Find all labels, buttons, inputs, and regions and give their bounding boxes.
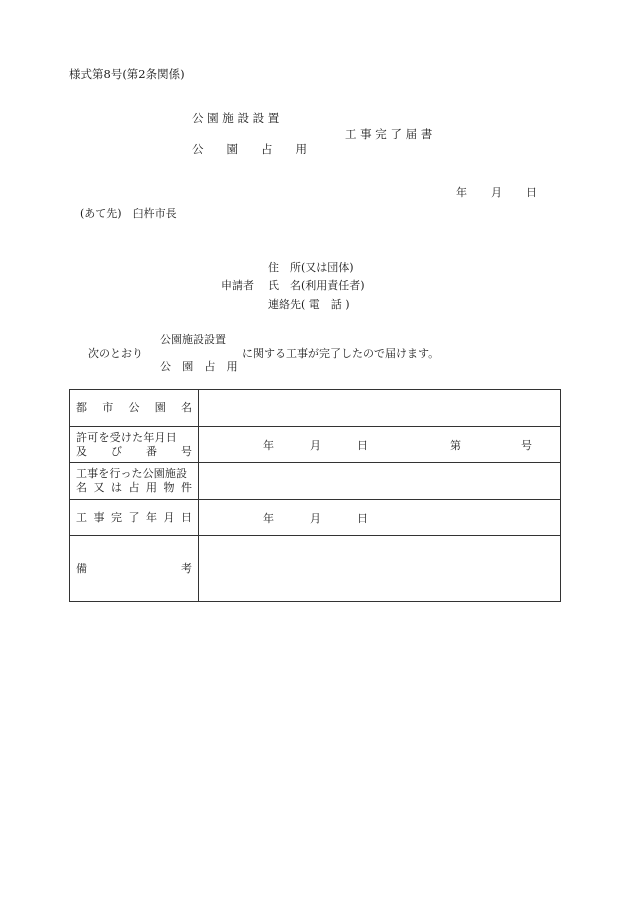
label-char: 工: [76, 510, 87, 524]
title-option-occupancy: 公 園 占 用: [192, 142, 307, 156]
label-char: 名: [181, 401, 192, 414]
addressee: (あて先) 臼杵市長: [80, 207, 177, 220]
label-char: 物: [163, 481, 175, 494]
label-char: 完: [111, 510, 122, 524]
label-char: 日: [181, 510, 192, 524]
applicant-address-label: 住 所(又は団体): [268, 261, 354, 274]
table-row-facility: [70, 463, 561, 500]
label-char: 備: [76, 561, 87, 575]
remarks-label: [70, 536, 199, 602]
permit-label-line1: 許可を受けた年月日: [76, 430, 177, 444]
facility-label: [70, 463, 199, 500]
label-char: 占: [128, 481, 140, 494]
label-char: 又: [93, 481, 105, 494]
table-row-park-name: [70, 390, 561, 427]
label-char: 号: [181, 444, 192, 458]
applicant-contact-label: 連絡先( 電 話 ): [268, 298, 350, 311]
park-name-label: [70, 390, 199, 427]
label-char: 考: [181, 561, 192, 575]
completion-year: 年: [263, 511, 274, 525]
label-char: 件: [181, 481, 192, 494]
label-char: 月: [163, 510, 175, 524]
label-char: 市: [102, 401, 114, 414]
statement-option-occupancy: 公 園 占 用: [160, 360, 242, 373]
permit-label: [70, 427, 199, 463]
facility-label-line1: 工事を行った公園施設: [76, 467, 188, 480]
statement-option-facility: 公園施設設置: [160, 333, 226, 346]
applicant-label: 申請者: [221, 279, 254, 292]
permit-number-prefix: 第: [450, 438, 461, 452]
table-row-completion: [70, 500, 561, 536]
statement-suffix: に関する工事が完了したので届けます。: [242, 347, 440, 360]
permit-day: 日: [357, 438, 368, 452]
date-day: 日: [526, 186, 537, 199]
label-char: 名: [76, 481, 87, 494]
table-row-permit: [70, 427, 561, 463]
table-row-remarks: [70, 536, 561, 602]
label-char: 番: [146, 444, 157, 458]
applicant-name-label: 氏 名(利用責任者): [268, 279, 365, 292]
label-char: 事: [93, 510, 105, 524]
title-option-facility: 公 園 施 設 設 置: [192, 111, 280, 125]
date-month: 月: [491, 186, 502, 199]
label-char: は: [111, 481, 122, 494]
park-name-field[interactable]: [199, 390, 561, 427]
label-char: 了: [128, 510, 140, 524]
permit-year: 年: [263, 438, 274, 452]
label-char: 用: [146, 481, 157, 494]
label-char: 都: [76, 401, 87, 414]
date-year: 年: [456, 186, 467, 199]
completion-date-field[interactable]: [199, 500, 561, 536]
completion-day: 日: [357, 511, 368, 525]
report-table: [69, 389, 561, 602]
label-char: び: [111, 444, 122, 458]
facility-field[interactable]: [199, 463, 561, 500]
document-title: 工 事 完 了 届 書: [345, 127, 433, 141]
label-char: 年: [146, 510, 157, 524]
form-number: 様式第8号(第2条関係): [69, 67, 185, 81]
completion-month: 月: [310, 511, 321, 525]
permit-month: 月: [310, 438, 321, 452]
label-char: 公: [128, 401, 140, 414]
remarks-field[interactable]: [199, 536, 561, 602]
label-char: 園: [154, 401, 166, 414]
permit-field[interactable]: [199, 427, 561, 463]
statement-prefix: 次のとおり: [88, 347, 143, 360]
completion-date-label: [70, 500, 199, 536]
label-char: 及: [76, 444, 87, 458]
permit-number-suffix: 号: [521, 438, 532, 452]
